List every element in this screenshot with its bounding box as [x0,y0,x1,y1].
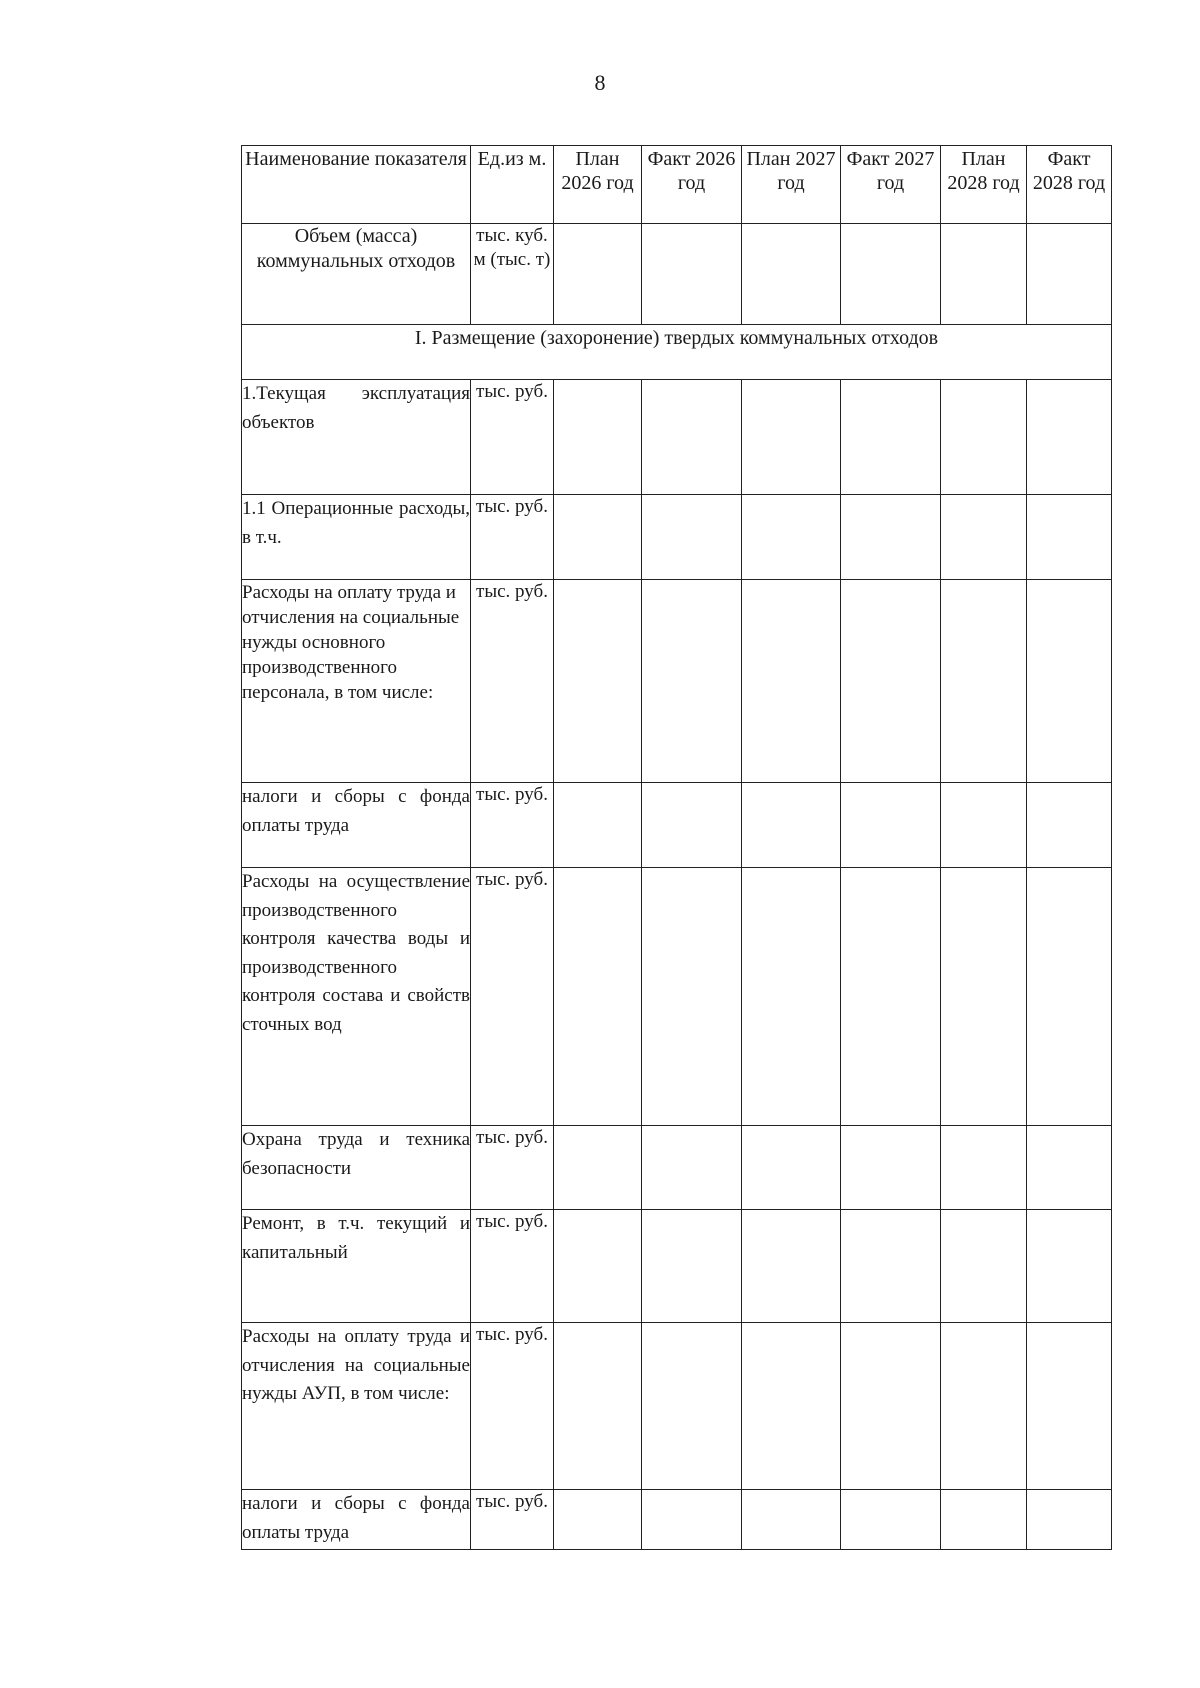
indicators-table [241,145,1112,1550]
cell-empty [554,1490,642,1550]
cell-empty [642,1490,742,1550]
row-unit: тыс. руб. [471,1210,554,1323]
header-unit: Ед.из м. [471,146,554,224]
cell-empty [642,380,742,495]
cell-empty [941,1490,1027,1550]
cell-empty [742,380,841,495]
cell-empty [742,1323,841,1490]
row-name: Расходы на оплату труда и отчисления на социальные нужды АУП, в том числе: [242,1323,471,1490]
cell-empty [941,380,1027,495]
cell-empty [554,580,642,783]
cell-empty [941,868,1027,1126]
table-row [242,868,1112,1126]
table-row [242,1323,1112,1490]
table-header-row [242,146,1112,224]
cell-empty [742,580,841,783]
cell-empty [1027,868,1112,1126]
cell-empty [1027,224,1112,325]
row-name: Ремонт, в т.ч. текущий и капитальный [242,1210,471,1323]
cell-empty [941,783,1027,868]
cell-empty [841,1323,941,1490]
table-row [242,580,1112,783]
cell-empty [841,1490,941,1550]
cell-empty [554,783,642,868]
table-row [242,495,1112,580]
cell-empty [1027,495,1112,580]
cell-empty [841,1126,941,1210]
row-unit: тыс. руб. [471,495,554,580]
cell-empty [841,868,941,1126]
cell-empty [941,580,1027,783]
row-unit: тыс. руб. [471,1126,554,1210]
table-row [242,1490,1112,1550]
cell-empty [742,1490,841,1550]
cell-empty [941,1323,1027,1490]
cell-empty [554,1126,642,1210]
row-name: налоги и сборы с фонда оплаты труда [242,1490,471,1550]
cell-empty [742,1126,841,1210]
header-fact-2026: Факт 2026 год [642,146,742,224]
page-number: 8 [594,70,606,95]
cell-empty [742,224,841,325]
cell-empty [841,1210,941,1323]
cell-empty [841,580,941,783]
cell-empty [941,1126,1027,1210]
volume-unit: тыс. куб. м (тыс. т) [471,224,554,325]
cell-empty [554,868,642,1126]
cell-empty [1027,1126,1112,1210]
row-name: 1.1 Операционные расходы, в т.ч. [242,495,471,580]
cell-empty [642,1126,742,1210]
table-row [242,1126,1112,1210]
cell-empty [841,783,941,868]
cell-empty [1027,783,1112,868]
cell-empty [554,495,642,580]
row-name: Расходы на оплату труда и отчисления на социальные нужды основного производственного персонала, в том числе: [242,580,471,783]
row-unit: тыс. руб. [471,380,554,495]
table-row [242,380,1112,495]
header-name: Наименование показателя [242,146,471,224]
cell-empty [742,868,841,1126]
cell-empty [941,1210,1027,1323]
cell-empty [642,783,742,868]
cell-empty [1027,1210,1112,1323]
table-row-volume [242,224,1112,325]
cell-empty [554,1210,642,1323]
cell-empty [642,1323,742,1490]
cell-empty [554,380,642,495]
header-fact-2027: Факт 2027 год [841,146,941,224]
cell-empty [841,380,941,495]
row-unit: тыс. руб. [471,783,554,868]
row-name: Расходы на осуществление производственного контроля качества воды и производственного контроля состава и свойств сточных вод [242,868,471,1126]
cell-empty [1027,1490,1112,1550]
table-row [242,783,1112,868]
section-row [242,325,1112,380]
cell-empty [642,1210,742,1323]
cell-empty [742,495,841,580]
cell-empty [1027,380,1112,495]
row-unit: тыс. руб. [471,580,554,783]
cell-empty [742,1210,841,1323]
cell-empty [841,224,941,325]
cell-empty [841,495,941,580]
header-fact-2028: Факт 2028 год [1027,146,1112,224]
cell-empty [941,224,1027,325]
row-unit: тыс. руб. [471,868,554,1126]
cell-empty [642,224,742,325]
cell-empty [941,495,1027,580]
cell-empty [554,1323,642,1490]
row-name: 1.Текущая эксплуатация объектов [242,380,471,495]
cell-empty [554,224,642,325]
row-name: налоги и сборы с фонда оплаты труда [242,783,471,868]
section-title: I. Размещение (захоронение) твердых коммунальных отходов [242,325,1112,380]
header-plan-2027: План 2027 год [742,146,841,224]
cell-empty [1027,580,1112,783]
header-plan-2026: План 2026 год [554,146,642,224]
cell-empty [642,868,742,1126]
cell-empty [642,495,742,580]
header-plan-2028: План 2028 год [941,146,1027,224]
cell-empty [642,580,742,783]
table-row [242,1210,1112,1323]
volume-name: Объем (масса) коммунальных отходов [242,224,471,325]
row-name: Охрана труда и техника безопасности [242,1126,471,1210]
row-unit: тыс. руб. [471,1490,554,1550]
row-unit: тыс. руб. [471,1323,554,1490]
cell-empty [742,783,841,868]
cell-empty [1027,1323,1112,1490]
